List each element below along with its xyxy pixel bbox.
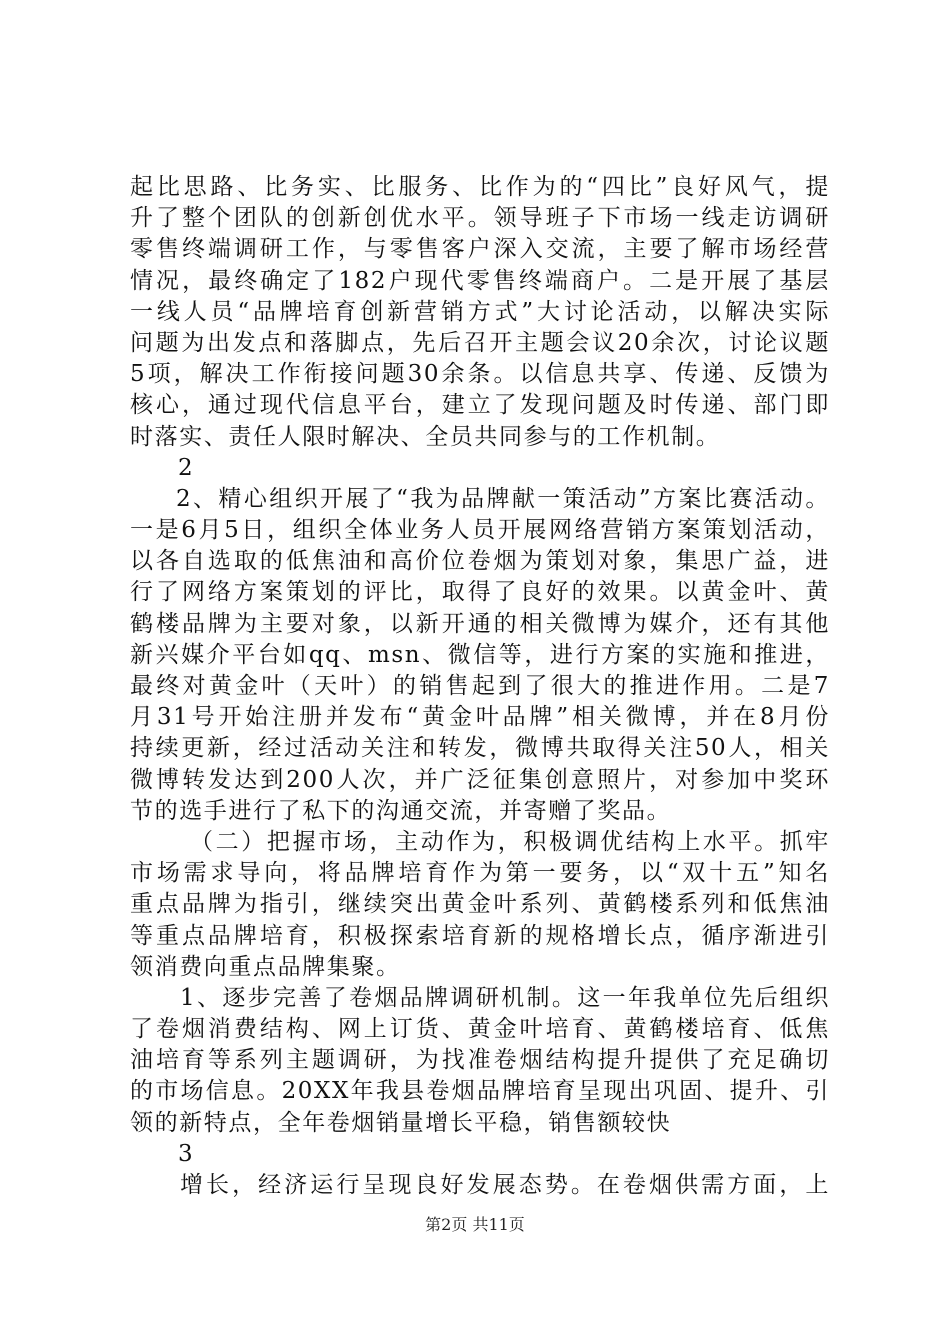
text-line: 市场需求导向，将品牌培育作为第一要务，以“双十五”知名	[130, 860, 830, 887]
text-line: 升了整个团队的创新创优水平。领导班子下市场一线走访调研	[130, 205, 830, 232]
page-marker: 2	[178, 454, 195, 481]
text-line: 了卷烟消费结构、网上订货、黄金叶培育、黄鹤楼培育、低焦	[130, 1016, 830, 1043]
text-line: 节的选手进行了私下的沟通交流，并寄赠了奖品。	[130, 797, 672, 824]
text-line: 的市场信息。20XX年我县卷烟品牌培育呈现出巩固、提升、引	[130, 1078, 830, 1105]
text-line: 行了网络方案策划的评比，取得了良好的效果。以黄金叶、黄	[130, 579, 830, 606]
text-line: 问题为出发点和落脚点，先后召开主题会议20余次，讨论议题	[130, 329, 830, 356]
paragraph-start: 1、逐步完善了卷烟品牌调研机制。这一年我单位先后组织	[180, 984, 830, 1011]
text-line: 以各自选取的低焦油和高价位卷烟为策划对象，集思广益，进	[130, 548, 830, 575]
text-line: 重点品牌为指引，继续突出黄金叶系列、黄鹤楼系列和低焦油	[130, 891, 830, 918]
text-line: 领的新特点，全年卷烟销量增长平稳，销售额较快	[130, 1109, 672, 1136]
text-line: 起比思路、比务实、比服务、比作为的“四比”良好风气，提	[130, 174, 830, 200]
text-line: 时落实、责任人限时解决、全员共同参与的工作机制。	[130, 423, 721, 450]
text-line: 油培育等系列主题调研，为找准卷烟结构提升提供了充足确切	[130, 1047, 830, 1074]
paragraph-start: 增长，经济运行呈现良好发展态势。在卷烟供需方面，上	[180, 1172, 830, 1198]
text-line: 等重点品牌培育，积极探索培育新的规格增长点，循序渐进引	[130, 922, 830, 949]
text-line: 零售终端调研工作，与零售客户深入交流，主要了解市场经营	[130, 236, 830, 263]
text-line: 领消费向重点品牌集聚。	[130, 953, 401, 980]
text-line: 新兴媒介平台如qq、msn、微信等，进行方案的实施和推进，	[130, 641, 830, 668]
text-line: 鹤楼品牌为主要对象，以新开通的相关微博为媒介，还有其他	[130, 610, 830, 637]
text-line: 一是6月5日，组织全体业务人员开展网络营销方案策划活动，	[130, 517, 830, 544]
text-line: 核心，通过现代信息平台，建立了发现问题及时传递、部门即	[130, 392, 830, 419]
text-line: 月31号开始注册并发布“黄金叶品牌”相关微博，并在8月份	[130, 704, 830, 731]
paragraph-start: 2、精心组织开展了“我为品牌献一策活动”方案比赛活动。	[176, 485, 830, 512]
page-footer: 第2页 共11页	[425, 1215, 525, 1234]
text-line: 持续更新，经过活动关注和转发，微博共取得关注50人，相关	[130, 735, 830, 762]
page-marker: 3	[178, 1140, 195, 1167]
text-line: 微博转发达到200人次，并广泛征集创意照片，对参加中奖环	[130, 766, 830, 793]
section-heading: （二）把握市场，主动作为，积极调优结构上水平。抓牢	[190, 828, 830, 855]
document-body	[130, 172, 830, 1201]
text-line: 情况，最终确定了182户现代零售终端商户。二是开展了基层	[130, 267, 830, 294]
text-line: 最终对黄金叶（天叶）的销售起到了很大的推进作用。二是7	[130, 673, 830, 699]
text-line: 5项，解决工作衔接问题30余条。以信息共享、传递、反馈为	[130, 361, 830, 388]
text-line: 一线人员“品牌培育创新营销方式”大讨论活动，以解决实际	[130, 298, 830, 325]
